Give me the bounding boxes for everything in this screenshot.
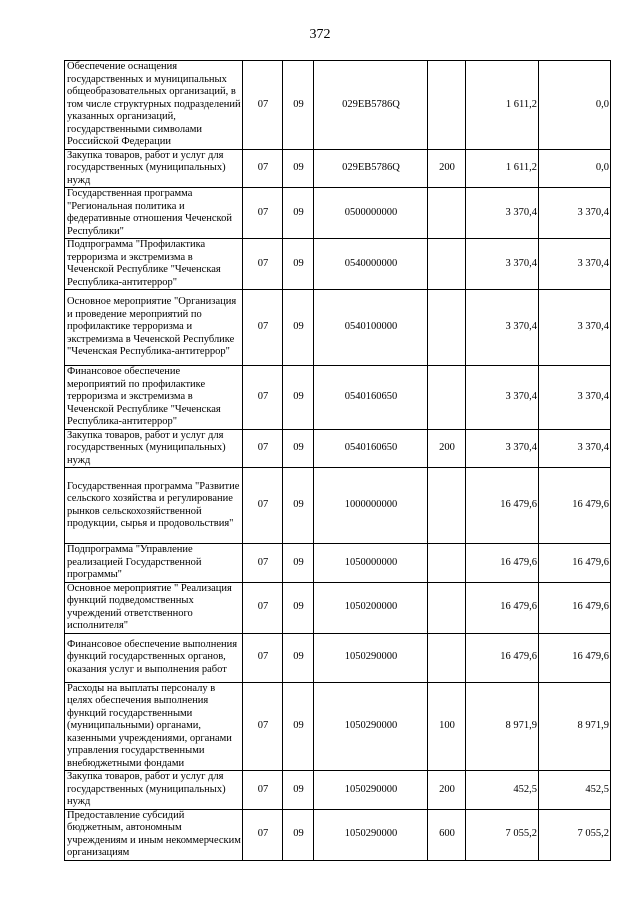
table-row [65, 429, 611, 468]
cell-section: 07 [243, 809, 283, 860]
cell-amount-2: 16 479,6 [539, 544, 611, 583]
cell-amount-2: 3 370,4 [539, 366, 611, 430]
cell-amount-2: 8 971,9 [539, 682, 611, 771]
cell-expense-type [428, 239, 466, 290]
cell-amount-1: 1 611,2 [466, 149, 539, 188]
cell-section: 07 [243, 429, 283, 468]
cell-amount-2: 3 370,4 [539, 290, 611, 366]
cell-name: Закупка товаров, работ и услуг для государственных (муниципальных) нужд [65, 429, 243, 468]
cell-section: 07 [243, 188, 283, 239]
cell-target-article: 1050290000 [314, 682, 428, 771]
cell-expense-type [428, 544, 466, 583]
cell-section: 07 [243, 366, 283, 430]
cell-amount-2: 16 479,6 [539, 468, 611, 544]
cell-target-article: 1050290000 [314, 809, 428, 860]
cell-amount-2: 0,0 [539, 149, 611, 188]
cell-amount-1: 3 370,4 [466, 239, 539, 290]
cell-expense-type [428, 290, 466, 366]
cell-amount-1: 16 479,6 [466, 633, 539, 682]
cell-expense-type [428, 468, 466, 544]
cell-subsection: 09 [283, 582, 314, 633]
cell-amount-2: 0,0 [539, 61, 611, 150]
table-row [65, 809, 611, 860]
page-number: 372 [309, 27, 331, 42]
cell-subsection: 09 [283, 429, 314, 468]
cell-section: 07 [243, 582, 283, 633]
cell-expense-type [428, 633, 466, 682]
cell-amount-1: 16 479,6 [466, 582, 539, 633]
cell-section: 07 [243, 771, 283, 810]
cell-target-article: 1050290000 [314, 771, 428, 810]
cell-section: 07 [243, 239, 283, 290]
cell-amount-1: 3 370,4 [466, 290, 539, 366]
table-row [65, 366, 611, 430]
cell-amount-1: 8 971,9 [466, 682, 539, 771]
cell-section: 07 [243, 468, 283, 544]
cell-expense-type: 200 [428, 429, 466, 468]
cell-amount-2: 3 370,4 [539, 239, 611, 290]
table-row [65, 149, 611, 188]
cell-name: Финансовое обеспечение мероприятий по профилактике терроризма и экстремизма в Чеченской Республике "Чеченская Республика-антитеррор" [65, 366, 243, 430]
cell-target-article: 1000000000 [314, 468, 428, 544]
cell-amount-1: 3 370,4 [466, 429, 539, 468]
cell-subsection: 09 [283, 468, 314, 544]
cell-name: Основное мероприятие " Реализация функций подведомственных учреждений ответственного исполнителя" [65, 582, 243, 633]
cell-subsection: 09 [283, 188, 314, 239]
cell-expense-type [428, 188, 466, 239]
cell-name: Закупка товаров, работ и услуг для государственных (муниципальных) нужд [65, 771, 243, 810]
cell-target-article: 0540160650 [314, 429, 428, 468]
cell-amount-1: 16 479,6 [466, 468, 539, 544]
cell-section: 07 [243, 61, 283, 150]
budget-table [64, 60, 611, 861]
cell-amount-2: 452,5 [539, 771, 611, 810]
cell-subsection: 09 [283, 544, 314, 583]
cell-amount-2: 7 055,2 [539, 809, 611, 860]
table-row [65, 468, 611, 544]
cell-amount-1: 452,5 [466, 771, 539, 810]
cell-amount-1: 7 055,2 [466, 809, 539, 860]
cell-subsection: 09 [283, 809, 314, 860]
cell-amount-1: 16 479,6 [466, 544, 539, 583]
table-row [65, 239, 611, 290]
cell-amount-1: 3 370,4 [466, 188, 539, 239]
cell-subsection: 09 [283, 682, 314, 771]
cell-section: 07 [243, 682, 283, 771]
cell-target-article: 1050200000 [314, 582, 428, 633]
cell-target-article: 1050000000 [314, 544, 428, 583]
cell-subsection: 09 [283, 290, 314, 366]
cell-amount-2: 16 479,6 [539, 633, 611, 682]
cell-amount-1: 1 611,2 [466, 61, 539, 150]
cell-name: Государственная программа "Региональная политика и федеративные отношения Чеченской Республики" [65, 188, 243, 239]
cell-target-article: 0540000000 [314, 239, 428, 290]
table-row [65, 61, 611, 150]
cell-name: Подпрограмма "Профилактика терроризма и экстремизма в Чеченской Республике "Чеченская Республика-антитеррор" [65, 239, 243, 290]
cell-target-article: 1050290000 [314, 633, 428, 682]
cell-name: Подпрограмма "Управление реализацией Государственной программы" [65, 544, 243, 583]
table-row [65, 544, 611, 583]
cell-target-article: 0540100000 [314, 290, 428, 366]
cell-amount-2: 3 370,4 [539, 188, 611, 239]
cell-subsection: 09 [283, 239, 314, 290]
cell-subsection: 09 [283, 149, 314, 188]
cell-name: Финансовое обеспечение выполнения функций государственных органов, оказания услуг и выполнения работ [65, 633, 243, 682]
cell-expense-type [428, 582, 466, 633]
cell-name: Закупка товаров, работ и услуг для государственных (муниципальных) нужд [65, 149, 243, 188]
table-row [65, 290, 611, 366]
cell-expense-type: 100 [428, 682, 466, 771]
table-row [65, 188, 611, 239]
table-row [65, 633, 611, 682]
cell-expense-type: 200 [428, 771, 466, 810]
cell-subsection: 09 [283, 771, 314, 810]
cell-subsection: 09 [283, 366, 314, 430]
cell-name: Государственная программа "Развитие сельского хозяйства и регулирование рынков сельскохозяйственной продукции, сырья и продовольствия" [65, 468, 243, 544]
table-row [65, 771, 611, 810]
cell-subsection: 09 [283, 61, 314, 150]
cell-target-article: 029EB5786Q [314, 149, 428, 188]
cell-name: Предоставление субсидий бюджетным, автономным учреждениям и иным некоммерческим организациям [65, 809, 243, 860]
cell-expense-type [428, 61, 466, 150]
cell-name: Расходы на выплаты персоналу в целях обеспечения выполнения функций государственными (муниципальными) органами, казенными учреждениями, органами управления государственными внебюджетными фондами [65, 682, 243, 771]
cell-section: 07 [243, 633, 283, 682]
cell-expense-type: 600 [428, 809, 466, 860]
cell-name: Основное мероприятие "Организация и проведение мероприятий по профилактике терроризма и экстремизма в Чеченской Республике "Чеченская Республика-антитеррор" [65, 290, 243, 366]
cell-amount-1: 3 370,4 [466, 366, 539, 430]
cell-section: 07 [243, 149, 283, 188]
cell-amount-2: 3 370,4 [539, 429, 611, 468]
cell-section: 07 [243, 290, 283, 366]
cell-target-article: 0540160650 [314, 366, 428, 430]
cell-target-article: 0500000000 [314, 188, 428, 239]
table-row [65, 582, 611, 633]
cell-expense-type [428, 366, 466, 430]
cell-name: Обеспечение оснащения государственных и муниципальных общеобразовательных организаций, в том числе структурных подразделений указанных организаций, государственными символами Российской Федерации [65, 61, 243, 150]
table-row [65, 682, 611, 771]
cell-expense-type: 200 [428, 149, 466, 188]
cell-subsection: 09 [283, 633, 314, 682]
cell-section: 07 [243, 544, 283, 583]
cell-target-article: 029EB5786Q [314, 61, 428, 150]
table-body [65, 61, 611, 861]
cell-amount-2: 16 479,6 [539, 582, 611, 633]
